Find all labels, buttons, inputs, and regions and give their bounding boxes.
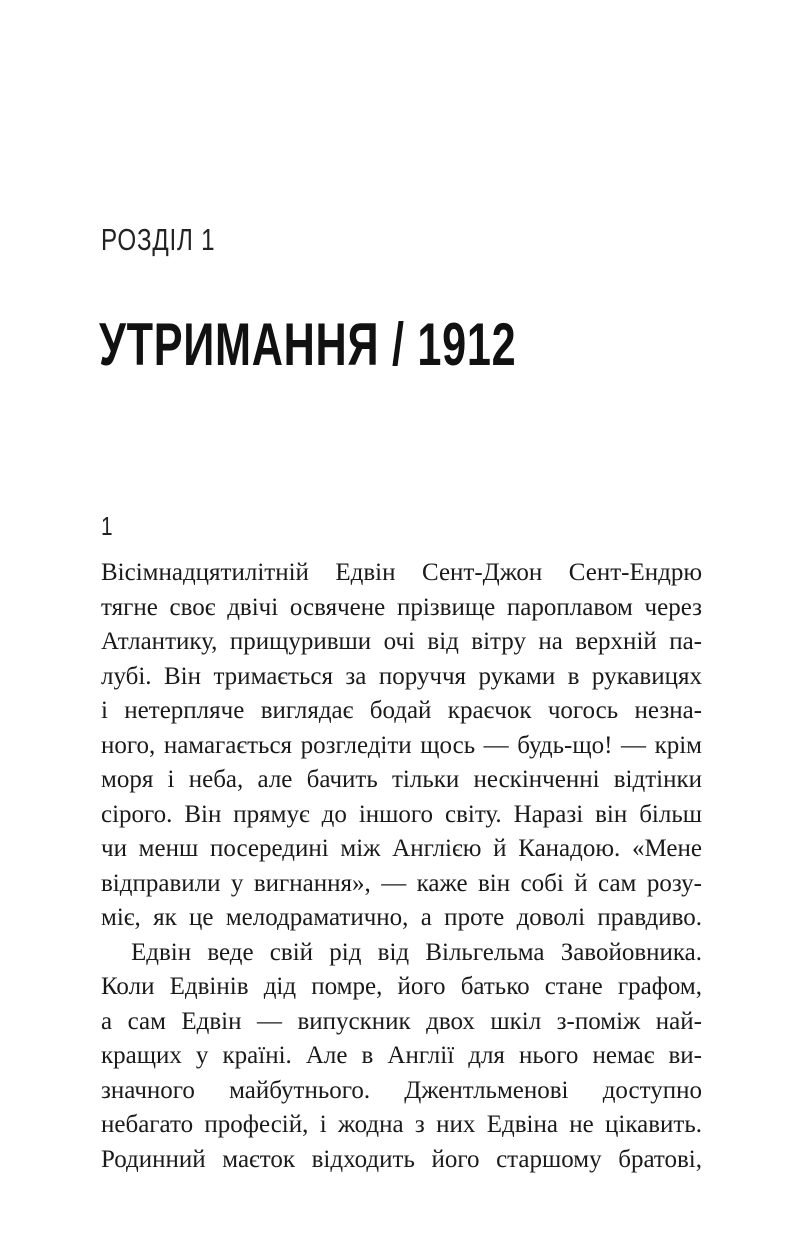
text-line: лубі. Він тримається за поруччя руками в рукавицях	[101, 662, 702, 690]
text-line: і нетерпляче виглядає бодай краєчок чогось незна-	[101, 697, 702, 724]
text-line: ного, намагається розгледіти щось — будь-що! — крім	[101, 731, 702, 759]
text-line: міє, як це мелодраматично, а проте доволі правдиво.	[101, 904, 702, 931]
text-line: тягне своє двічі освячене прізвище пароплавом через	[101, 593, 702, 621]
text-line: сірого. Він прямує до іншого світу. Наразі він більш	[101, 800, 702, 828]
text-line: відправили у вигнання», — каже він собі й сам розу-	[101, 869, 702, 897]
body-text	[101, 556, 702, 1177]
text-line: Атлантику, прищуривши очі від вітру на верхній па-	[101, 628, 702, 655]
paragraph	[101, 936, 702, 1178]
text-line: а сам Едвін — випускник двох шкіл з-поміж най-	[101, 1007, 702, 1035]
text-line: значного майбутнього. Джентльменові доступно	[101, 1076, 702, 1104]
chapter-label: РОЗДІЛ 1	[101, 222, 216, 257]
paragraph	[101, 556, 702, 936]
text-line: Родинний маєток відходить його старшому братові,	[101, 1145, 702, 1173]
section-number: 1	[101, 511, 113, 541]
chapter-title: УТРИМАННЯ / 1912	[99, 311, 517, 378]
text-line: кращих у країні. Але в Англії для нього немає ви-	[101, 1042, 702, 1069]
text-line: Вісімнадцятилітній Едвін Сент-Джон Сент-Ендрю	[101, 559, 702, 586]
text-line: небагато професій, і жодна з них Едвіна не цікавить.	[101, 1111, 702, 1138]
text-line: Едвін веде свій рід від Вільгельма Завойовника.	[131, 938, 702, 966]
text-line: чи менш посередині між Англією й Канадою. «Мене	[101, 835, 702, 862]
text-line: Коли Едвінів дід помре, його батько стане графом,	[101, 973, 702, 1000]
text-line: моря і неба, але бачить тільки нескінченні відтінки	[101, 766, 702, 793]
